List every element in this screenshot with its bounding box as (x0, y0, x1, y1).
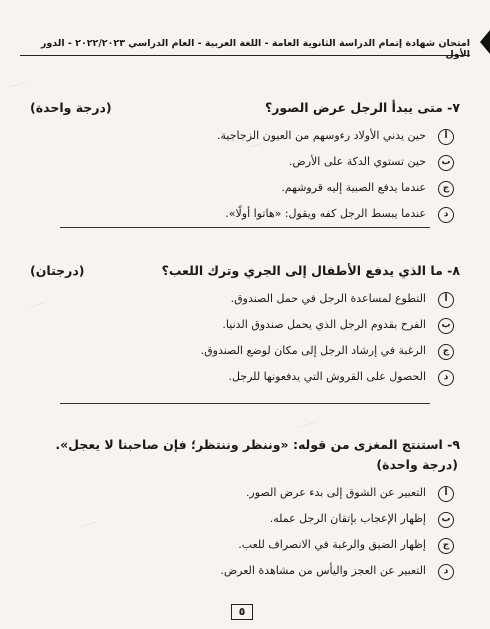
option-text: إظهار الإعجاب بإتقان الرجل عمله. (269, 512, 426, 525)
question-8-option-a[interactable] (30, 289, 460, 315)
question-8-option-c[interactable] (30, 341, 460, 367)
question-divider (60, 227, 430, 228)
option-marker[interactable]: د (438, 564, 454, 580)
option-text: الرغبة في إرشاد الرجل إلى مكان لوضع الصندوق. (200, 344, 426, 357)
option-text: عندما يبسط الرجل كفه ويقول: «هاتوا أولًا». (225, 207, 426, 220)
option-marker[interactable]: ب (438, 318, 454, 334)
option-marker[interactable]: د (438, 207, 454, 223)
question-8-option-d[interactable] (30, 367, 460, 393)
header-divider (20, 55, 470, 56)
option-marker[interactable]: ج (438, 344, 454, 360)
question-9-score: (درجة واحدة) (376, 457, 458, 472)
question-8 (30, 263, 460, 393)
question-9-option-d[interactable] (30, 561, 460, 587)
option-marker[interactable]: أ (438, 129, 454, 145)
question-9-option-c[interactable] (30, 535, 460, 561)
option-marker[interactable]: د (438, 370, 454, 386)
exam-header: امتحان شهادة إتمام الدراسة الثانوية العامة - اللغة العربية - العام الدراسي ٢٠٢٢/٢٠٢٣ - الدور (40, 38, 470, 49)
option-marker[interactable]: ب (438, 155, 454, 171)
question-9-option-b[interactable] (30, 509, 460, 535)
question-7-title: ٧- متى يبدأ الرجل عرض الصور؟ (264, 100, 460, 115)
question-7-option-a[interactable] (30, 126, 460, 152)
page-number: ٥ (231, 604, 253, 620)
option-text: إظهار الضيق والرغبة في الانصراف للعب. (238, 538, 426, 551)
option-marker[interactable]: ج (438, 538, 454, 554)
question-9-option-a[interactable] (30, 483, 460, 509)
question-8-option-b[interactable] (30, 315, 460, 341)
watermark-pattern: ----- ----- ----- ----- ----- (8, 77, 318, 533)
question-8-score: (درجتان) (30, 263, 85, 278)
question-8-title: ٨- ما الذي يدفع الأطفال إلى الجري وترك اللعب؟ (161, 263, 460, 278)
question-7-score: (درجة واحدة) (30, 100, 112, 115)
option-text: حين يدني الأولاد رءوسهم من العيون الزجاجية. (217, 129, 426, 142)
option-marker[interactable]: أ (438, 292, 454, 308)
option-marker[interactable]: أ (438, 486, 454, 502)
question-7 (30, 100, 460, 230)
option-text: حين تستوي الدكة على الأرض. (288, 155, 426, 168)
option-marker[interactable]: ب (438, 512, 454, 528)
option-text: التعبير عن الشوق إلى بدء عرض الصور. (245, 486, 426, 499)
option-text: التعبير عن العجز واليأس من مشاهدة العرض. (220, 564, 426, 577)
question-divider (60, 403, 430, 404)
option-text: عندما يدفع الصبية إليه قروشهم. (281, 181, 426, 194)
corner-tab-mark (480, 30, 490, 54)
option-text: التطوع لمساعدة الرجل في حمل الصندوق. (230, 292, 426, 305)
option-text: الحصول على القروش التي يدفعونها للرجل. (228, 370, 426, 383)
question-9 (30, 437, 460, 587)
option-text: الفرح بقدوم الرجل الذي يحمل صندوق الدنيا. (222, 318, 426, 331)
option-marker[interactable]: ج (438, 181, 454, 197)
question-7-option-b[interactable] (30, 152, 460, 178)
question-7-option-c[interactable] (30, 178, 460, 204)
question-9-title: ٩- استنتج المغزى من قوله: «وننظر وننتظر؛ فإن صاحبنا لا يعجل». (55, 437, 460, 452)
